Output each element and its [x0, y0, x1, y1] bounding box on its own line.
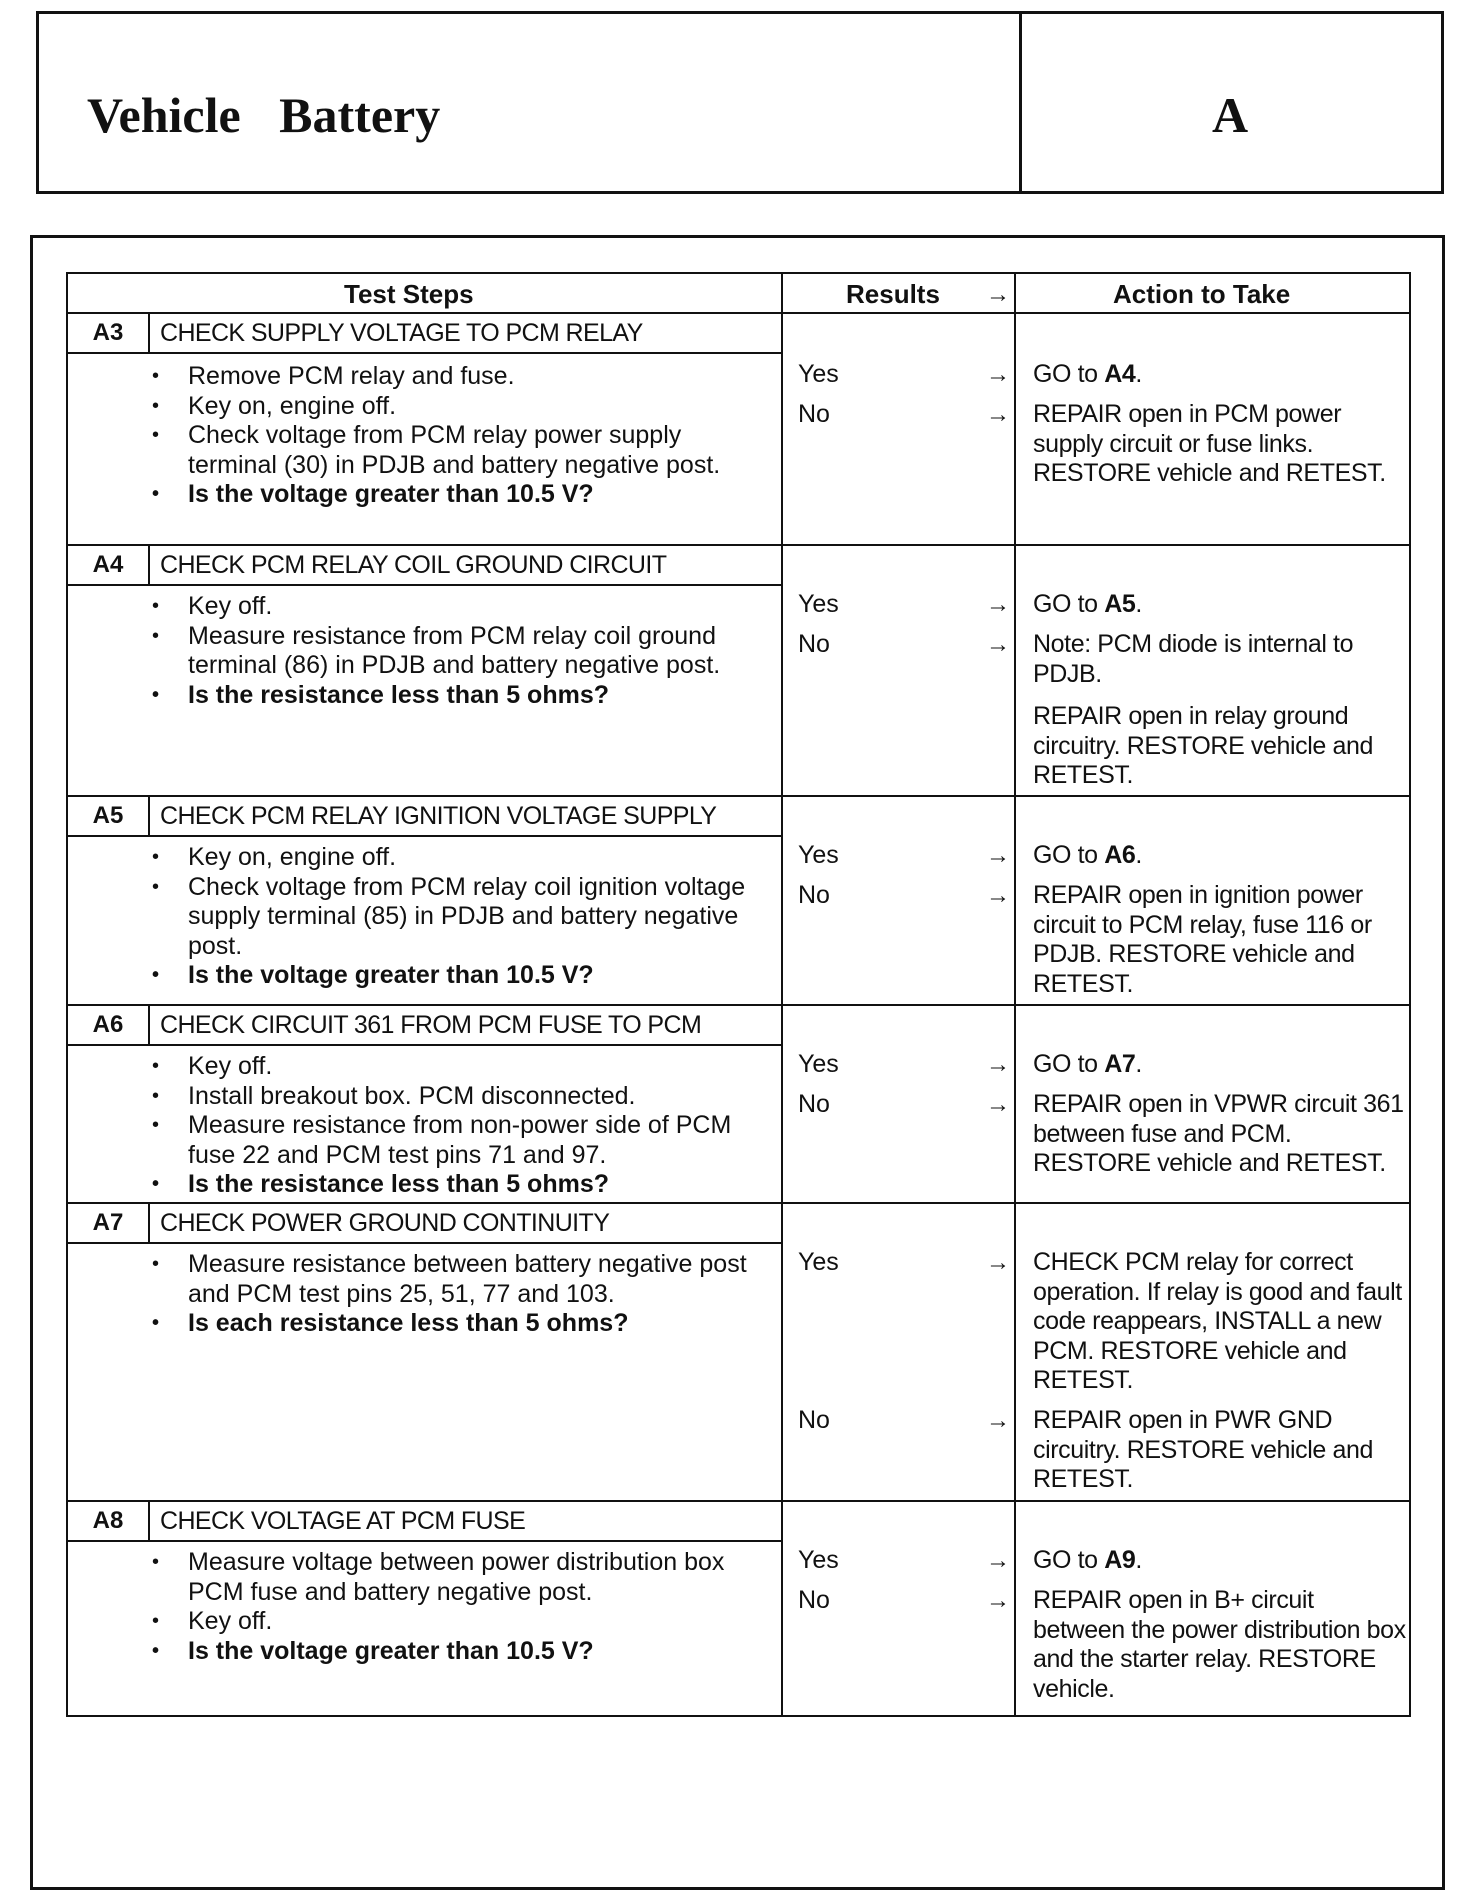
instruction: • Key off.: [150, 1052, 760, 1082]
instruction: • Measure resistance between battery negative post and PCM test pins 25, 51, 77 and 103.: [150, 1250, 760, 1309]
section-code: A: [1211, 87, 1249, 143]
action-yes: CHECK PCM relay for correct operation. If relay is good and fault code reappears, INSTALL a new PCM. RESTORE vehicle and RETEST.: [1033, 1248, 1402, 1394]
result-yes: Yes: [798, 1050, 839, 1078]
step-id: A8: [68, 1502, 150, 1540]
action-no: REPAIR open in VPWR circuit 361 between fuse and PCM. RESTORE vehicle and RETEST.: [1033, 1090, 1404, 1177]
instruction: • Measure voltage between power distribution box PCM fuse and battery negative post.: [150, 1548, 760, 1607]
step-question: • Is the resistance less than 5 ohms?: [150, 681, 760, 711]
result-arrow: →: [986, 1249, 1010, 1276]
result-arrow: →: [986, 1091, 1010, 1118]
step-header: [68, 1204, 781, 1244]
result-arrow: →: [986, 401, 1010, 428]
action-no: REPAIR open in ignition power circuit to PCM relay, fuse 116 or PDJB. RESTORE vehicle and RETEST.: [1033, 881, 1372, 998]
result-arrow: →: [986, 1587, 1010, 1614]
step-instructions: [150, 592, 760, 710]
instruction: • Measure resistance from PCM relay coil ground terminal (86) in PDJB and battery negative post.: [150, 622, 760, 681]
step-id: A7: [68, 1204, 150, 1242]
action-no-note: Note: PCM diode is internal to PDJB.: [1033, 630, 1354, 688]
step-question: • Is the voltage greater than 10.5 V?: [150, 480, 760, 510]
step-header: [68, 1502, 781, 1542]
step-title: CHECK CIRCUIT 361 FROM PCM FUSE TO PCM: [160, 1011, 702, 1039]
step-title: CHECK PCM RELAY COIL GROUND CIRCUIT: [160, 551, 667, 579]
result-yes: Yes: [798, 590, 839, 618]
step-instructions: [150, 1052, 760, 1200]
result-arrow: →: [986, 361, 1010, 388]
result-arrow: →: [986, 631, 1010, 658]
result-yes: Yes: [798, 1546, 839, 1574]
page-title: Vehicle Battery: [87, 87, 441, 143]
test-steps-table: [66, 272, 1411, 1717]
instruction: • Remove PCM relay and fuse.: [150, 362, 760, 392]
action-no: REPAIR open in relay ground circuitry. RESTORE vehicle and RETEST.: [1033, 702, 1373, 789]
step-header: [68, 797, 781, 837]
step-question: • Is the resistance less than 5 ohms?: [150, 1170, 760, 1200]
instruction: • Key off.: [150, 592, 760, 622]
result-arrow: →: [986, 1547, 1010, 1574]
instruction: • Check voltage from PCM relay power supply terminal (30) in PDJB and battery negative post.: [150, 421, 760, 480]
action-yes: GO to A4.: [1033, 360, 1142, 388]
action-no: REPAIR open in B+ circuit between the power distribution box and the starter relay. RESTORE vehicle.: [1033, 1586, 1406, 1703]
action-yes: GO to A6.: [1033, 841, 1142, 869]
step-header: [68, 314, 781, 354]
step-instructions: [150, 362, 760, 510]
step-id: A6: [68, 1006, 150, 1044]
header-action-to-take: Action to Take: [1113, 279, 1291, 309]
step-header: [68, 546, 781, 586]
step-title: CHECK PCM RELAY IGNITION VOLTAGE SUPPLY: [160, 802, 717, 830]
instruction: • Check voltage from PCM relay coil ignition voltage supply terminal (85) in PDJB and battery negative post.: [150, 873, 760, 962]
header-results: Results: [846, 279, 940, 309]
step-id: A4: [68, 546, 150, 584]
step-question: • Is each resistance less than 5 ohms?: [150, 1309, 760, 1339]
step-header: [68, 1006, 781, 1046]
header-box: [36, 11, 1444, 194]
result-no: No: [798, 881, 830, 909]
result-no: No: [798, 1586, 830, 1614]
result-arrow: →: [986, 842, 1010, 869]
result-arrow: →: [986, 1407, 1010, 1434]
step-question: • Is the voltage greater than 10.5 V?: [150, 1637, 760, 1667]
step-id: A3: [68, 314, 150, 352]
result-no: No: [798, 1406, 830, 1434]
step-instructions: [150, 843, 760, 991]
header-test-steps: Test Steps: [344, 279, 474, 309]
step-instructions: [150, 1250, 760, 1339]
result-arrow: →: [986, 591, 1010, 618]
result-arrow: →: [986, 1051, 1010, 1078]
instruction: • Key off.: [150, 1607, 760, 1637]
step-question: • Is the voltage greater than 10.5 V?: [150, 961, 760, 991]
header-results-arrow: →: [986, 281, 1010, 308]
step-instructions: [150, 1548, 760, 1666]
action-no: REPAIR open in PWR GND circuitry. RESTORE vehicle and RETEST.: [1033, 1406, 1373, 1493]
result-no: No: [798, 630, 830, 658]
column-divider-steps: [781, 274, 783, 1715]
result-no: No: [798, 1090, 830, 1118]
instruction: • Key on, engine off.: [150, 392, 760, 422]
step-title: CHECK SUPPLY VOLTAGE TO PCM RELAY: [160, 319, 643, 347]
instruction: • Key on, engine off.: [150, 843, 760, 873]
result-arrow: →: [986, 882, 1010, 909]
action-yes: GO to A9.: [1033, 1546, 1142, 1574]
action-yes: GO to A5.: [1033, 590, 1142, 618]
result-yes: Yes: [798, 1248, 839, 1276]
instruction: • Measure resistance from non-power side of PCM fuse 22 and PCM test pins 71 and 97.: [150, 1111, 760, 1170]
result-yes: Yes: [798, 841, 839, 869]
instruction: • Install breakout box. PCM disconnected.: [150, 1082, 760, 1112]
step-id: A5: [68, 797, 150, 835]
action-no: REPAIR open in PCM power supply circuit or fuse links. RESTORE vehicle and RETEST.: [1033, 400, 1386, 487]
step-title: CHECK VOLTAGE AT PCM FUSE: [160, 1507, 526, 1535]
step-title: CHECK POWER GROUND CONTINUITY: [160, 1209, 610, 1237]
result-yes: Yes: [798, 360, 839, 388]
action-yes: GO to A7.: [1033, 1050, 1142, 1078]
column-divider-results: [1014, 274, 1016, 1715]
result-no: No: [798, 400, 830, 428]
